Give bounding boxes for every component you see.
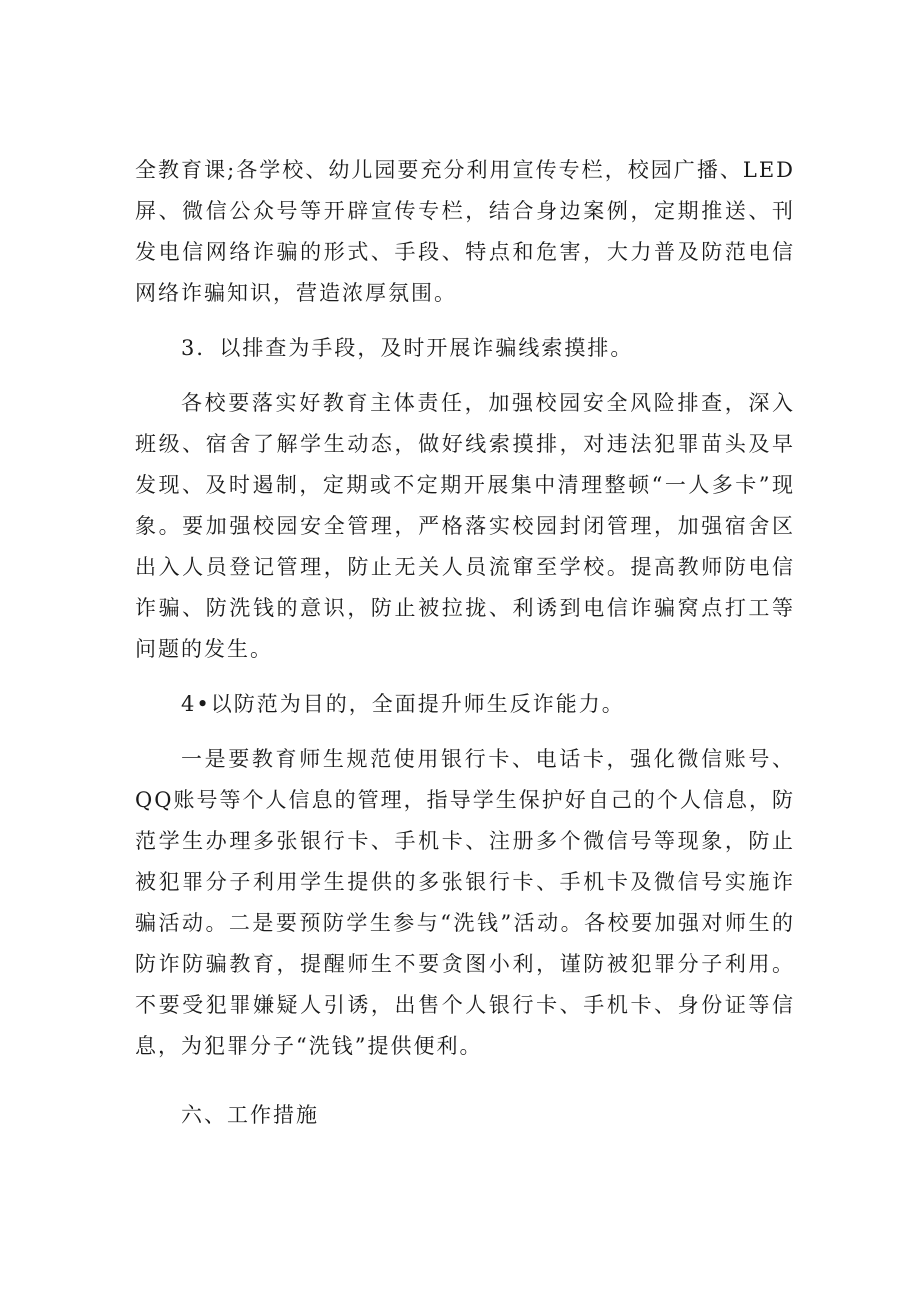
paragraph-gap bbox=[135, 1081, 795, 1095]
body-paragraph-investigation: 各校要落实好教育主体责任，加强校园安全风险排查，深入班级、宿舍了解学生动态，做好线索摸排，对违法犯罪苗头及早发现、及时遏制，定期或不定期开展集中清理整顿“一人多卡”现象。要加强校园安全管理，严格落实校园封闭管理，加强宿舍区出入人员登记管理，防止无关人员流窜至学校。提高教师防电信诈骗、防洗钱的意识，防止被拉拢、利诱到电信诈骗窝点打工等问题的发生。 bbox=[135, 391, 795, 661]
paragraph-gap bbox=[135, 670, 795, 684]
body-paragraph-prevention: 一是要教育师生规范使用银行卡、电话卡，强化微信账号、QQ账号等个人信息的管理，指导学生保护好自己的个人信息，防范学生办理多张银行卡、手机卡、注册多个微信号等现象，防止被犯罪分子利用学生提供的多张银行卡、手机卡及微信号实施诈骗活动。二是要预防学生参与“洗钱”活动。各校要加强对师生的防诈防骗教育，提醒师生不要贪图小利，谨防被犯罪分子利用。不要受犯罪嫌疑人引诱，出售个人银行卡、手机卡、身份证等信息，为犯罪分子“洗钱”提供便利。 bbox=[135, 747, 795, 1058]
paragraph-gap bbox=[135, 725, 795, 739]
paragraph-gap bbox=[135, 1067, 795, 1081]
document-body bbox=[135, 150, 795, 1136]
paragraph-gap bbox=[135, 369, 795, 383]
paragraph-gap bbox=[135, 314, 795, 328]
subheading-4: 4•以防范为目的，全面提升师生反诈能力。 bbox=[181, 692, 625, 716]
body-paragraph-continuation: 全教育课;各学校、幼儿园要充分利用宣传专栏，校园广播、LED屏、微信公众号等开辟宣传专栏，结合身边案例，定期推送、刊发电信网络诈骗的形式、手段、特点和危害，大力普及防范电信网络诈骗知识，营造浓厚氛围。 bbox=[135, 158, 795, 305]
subheading-3: 3．以排查为手段，及时开展诈骗线索摸排。 bbox=[181, 336, 634, 360]
section-heading-work-measures: 六、工作措施 bbox=[181, 1103, 319, 1127]
